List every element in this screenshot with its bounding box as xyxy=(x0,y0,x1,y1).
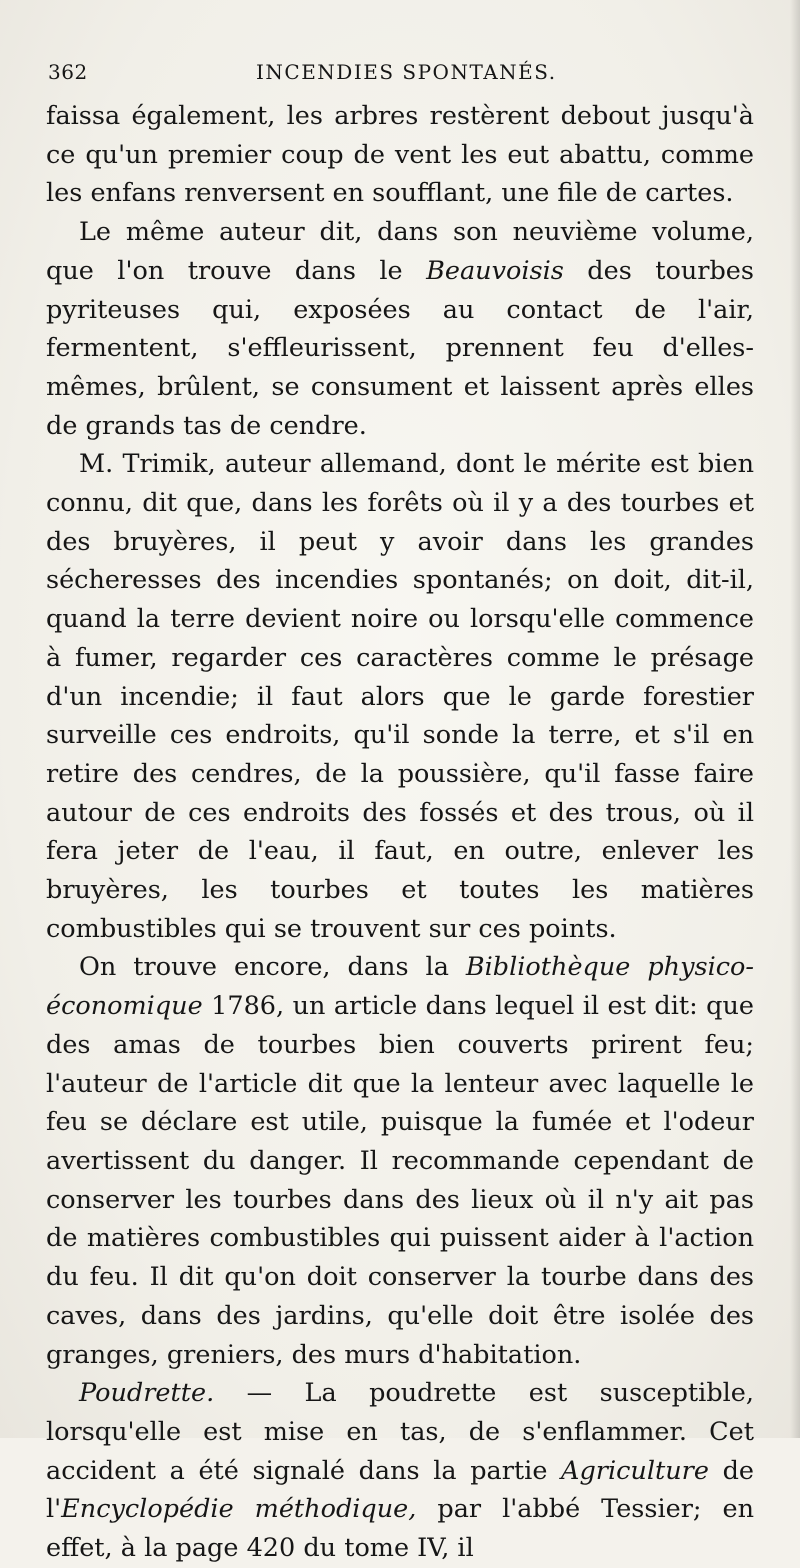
paragraph-bibliotheque xyxy=(46,948,754,1374)
page-header xyxy=(44,60,756,90)
italic-book-title: Bibliothèque physico-économique xyxy=(46,952,754,1022)
paragraph-text: des tourbes pyriteuses qui, exposées au contact de l'air, fermentent, s'effleurissent, prennent feu d'elles-mêmes, brûlent, se consument et laissent après elles de grands tas de cendre. xyxy=(46,255,754,441)
paragraph-text: faissa également, les arbres restèrent debout jusqu'à ce qu'un premier coup de vent les eut abattu, comme les enfans renversent en soufflant, une file de cartes. xyxy=(46,101,754,209)
paragraph-poudrette xyxy=(46,1374,754,1568)
italic-encyclopedia-title: Encyclopédie méthodique, xyxy=(61,1494,417,1525)
paragraph-text: M. Trimik, auteur allemand, dont le mérite est bien connu, dit que, dans les forêts où il y a des tourbes et des bruyères, il peut y avoir dans les grandes sécheresses des incendies spontanés; on doit, dit-il, quand la terre devient noire ou lorsqu'elle commence à fumer, regarder ces caractères comme le présage d'un incendie; il faut alors que le garde forestier surveille ces endroits, qu'il sonde la terre, et s'il en retire des cendres, de la poussière, qu'il fasse faire autour de ces endroits des fossés et des trous, où il fera jeter de l'eau, il faut, en outre, enlever les bruyères, les tourbes et toutes les matières combustibles qui se trouvent sur ces points. xyxy=(46,449,754,944)
paragraph-text: de l' xyxy=(46,1455,754,1525)
page-body xyxy=(46,97,754,1568)
running-title: INCENDIES SPONTANÉS. xyxy=(256,60,557,84)
paragraph-beauvoisis xyxy=(46,213,754,445)
paragraph-text: 1786, un article dans lequel il est dit: que des amas de tourbes bien couverts prirent feu; l'auteur de l'article dit que la lenteur avec laquelle le feu se déclare est utile, puisque la fumée et l'odeur avertissent du danger. Il recommande cependant de conserver les tourbes dans des lieux où il n'y ait pas de matières combustibles qui puissent aider à l'action du feu. Il dit qu'on doit conserver la tourbe dans des caves, dans des jardins, qu'elle doit être isolée des granges, greniers, des murs d'habitation. xyxy=(46,991,754,1370)
paragraph-text: Le même auteur dit, dans son neuvième volume, que l'on trouve dans le xyxy=(46,217,754,286)
page-number: 362 xyxy=(48,60,88,84)
paragraph-text: On trouve encore, dans la xyxy=(79,952,466,983)
paragraph-trimik xyxy=(46,445,754,948)
italic-section-lead: Poudrette. xyxy=(79,1378,215,1409)
paragraph-continuation xyxy=(46,97,754,213)
paragraph-text: — La poudrette est susceptible, lorsqu'elle est mise en tas, de s'enflammer. Cet accident a été signalé dans la partie xyxy=(46,1378,754,1486)
page-edge-shadow xyxy=(790,0,800,1438)
italic-place-name: Beauvoisis xyxy=(426,255,564,286)
italic-section-name: Agriculture xyxy=(561,1455,709,1486)
paragraph-text: par l'abbé Tessier; en effet, à la page 420 du tome IV, il xyxy=(46,1494,755,1564)
